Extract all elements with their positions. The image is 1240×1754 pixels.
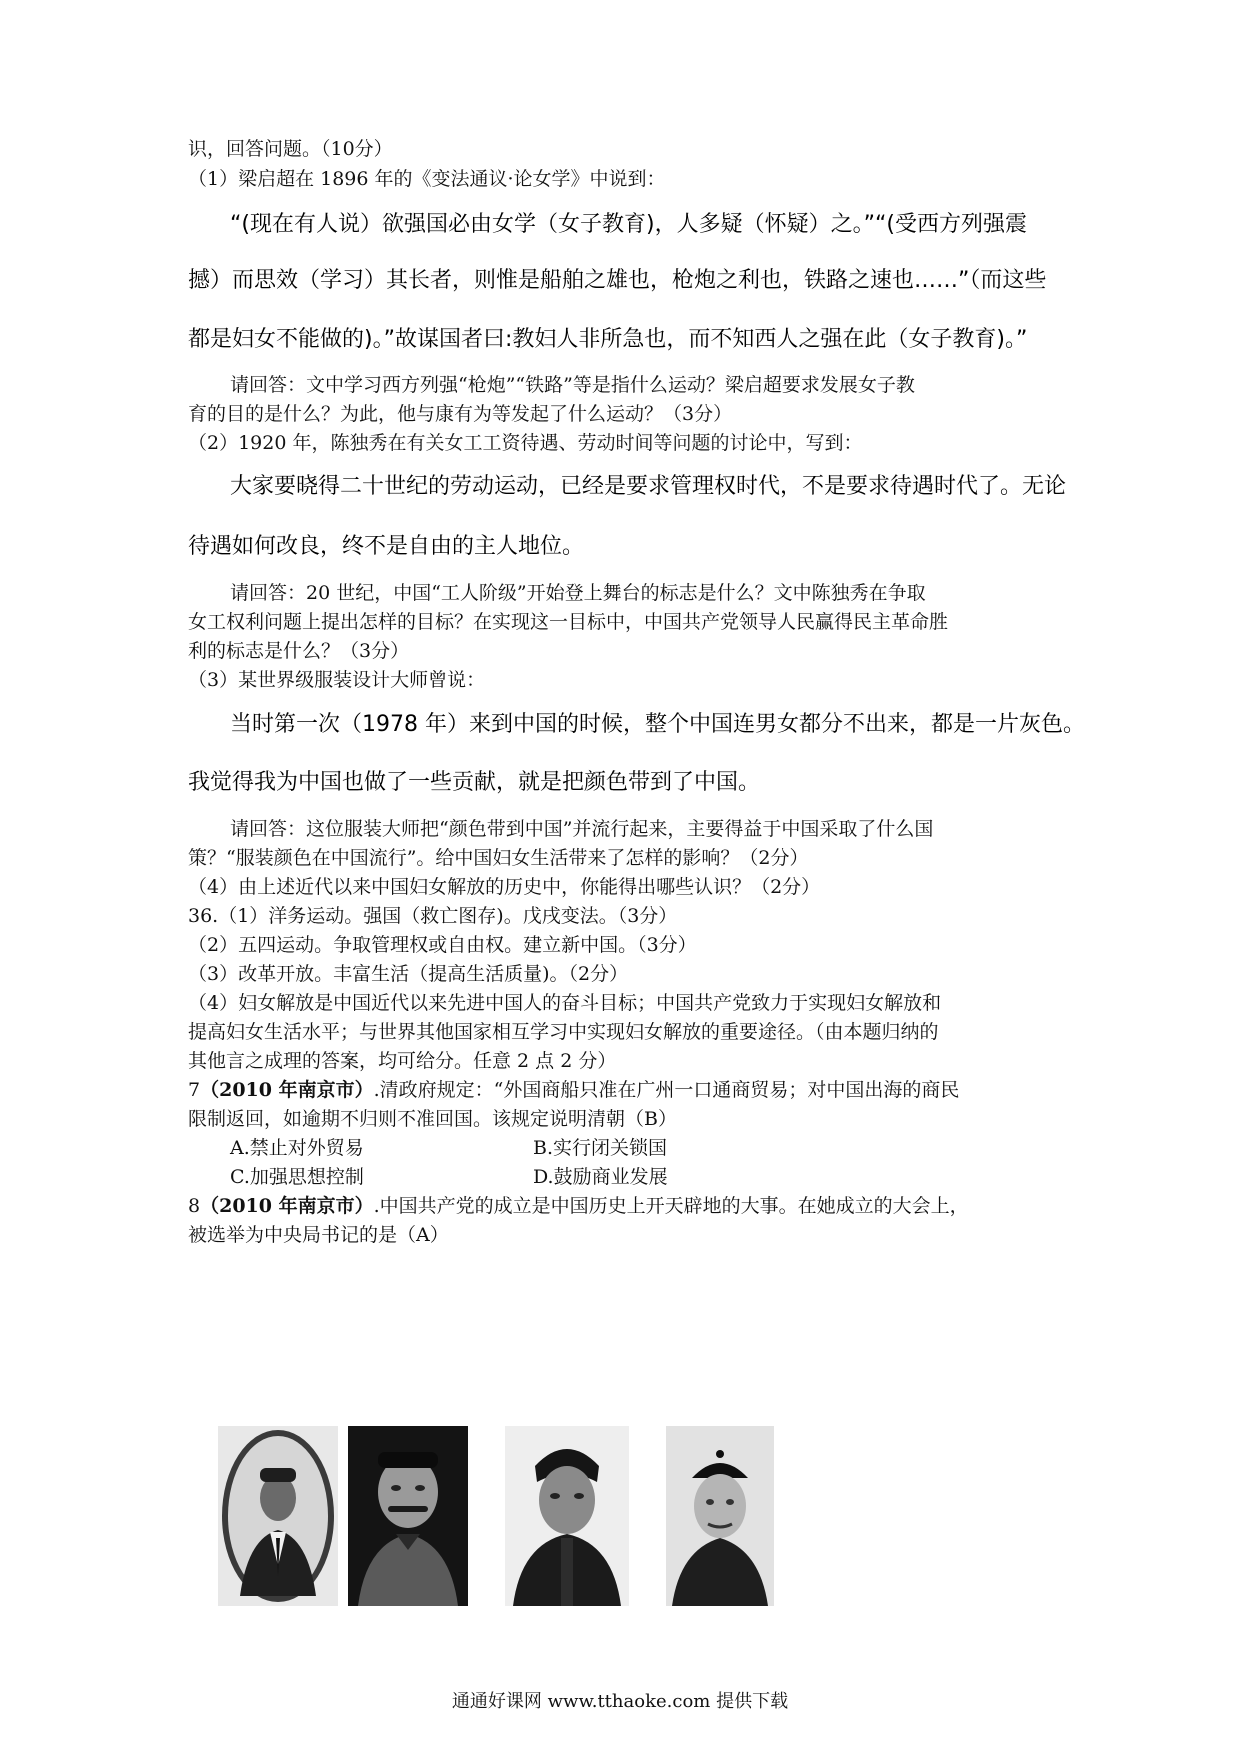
portrait-option-d: [666, 1426, 774, 1606]
portrait-tunic-icon: [505, 1426, 629, 1606]
subq3-heading: （3）某世界级服装设计大师曾说：: [188, 669, 486, 691]
portrait-option-c: [505, 1426, 629, 1606]
quote2-line2: 待遇如何改良，终不是自由的主人地位。: [188, 534, 585, 559]
subq1-prompt-line1: 请回答：文中学习西方列强“枪炮”“铁路”等是指什么运动？梁启超要求发展女子教: [230, 374, 915, 396]
q7-source: （2010 年南京市）: [200, 1079, 374, 1101]
q8-line1: [188, 1193, 969, 1219]
answer-line6: 其他言之成理的答案，均可给分。任意 2 点 2 分）: [188, 1050, 617, 1072]
q8-line2: 被选举为中央局书记的是（A）: [188, 1224, 449, 1246]
q8-text: .中国共产党的成立是中国历史上开天辟地的大事。在她成立的大会上，: [373, 1195, 969, 1217]
subq2-prompt-line2: 女工权利问题上提出怎样的目标？在实现这一目标中，中国共产党领导人民赢得民主革命胜: [188, 611, 949, 633]
quote3-line2: 我觉得我为中国也做了一些贡献，就是把颜色带到了中国。: [188, 770, 761, 795]
q7-number: 7: [188, 1079, 201, 1101]
portrait-skullcap-icon: [666, 1426, 774, 1606]
subq1-prompt-line2: 育的目的是什么？为此，他与康有为等发起了什么运动？（3分）: [188, 403, 733, 425]
subq3-prompt-line2: 策？“服装颜色在中国流行”。给中国妇女生活带来了怎样的影响？（2分）: [188, 847, 809, 869]
answer-line3: （3）改革开放。丰富生活（提高生活质量)。（2分）: [188, 963, 629, 985]
subq4-heading: （4）由上述近代以来中国妇女解放的历史中，你能得出哪些认识？（2分）: [188, 876, 821, 898]
quote1-line3: 都是妇女不能做的)。”故谋国者曰:教妇人非所急也，而不知西人之强在此（女子教育)。”: [188, 327, 1028, 352]
subq2-prompt-line1: 请回答：20 世纪，中国“工人阶级”开始登上舞台的标志是什么？文中陈独秀在争取: [230, 582, 926, 604]
answer-line4: （4）妇女解放是中国近代以来先进中国人的奋斗目标；中国共产党致力于实现妇女解放和: [188, 992, 942, 1014]
footer-credit: 通通好课网 www.tthaoke.com 提供下载: [451, 1691, 789, 1712]
quote2-line1: 大家要晓得二十世纪的劳动运动，已经是要求管理权时代，不是要求待遇时代了。无论: [230, 474, 1067, 499]
q7-text: .清政府规定：“外国商船只准在广州一口通商贸易；对中国出海的商民: [373, 1079, 960, 1101]
subq1-heading: （1）梁启超在 1896 年的《变法通议·论女学》中说到：: [188, 168, 666, 190]
answer-line5: 提高妇女生活水平；与世界其他国家相互学习中实现妇女解放的重要途径。（由本题归纳的: [188, 1021, 939, 1043]
q7-option-c: C.加强思想控制: [230, 1166, 364, 1188]
q8-number: 8: [188, 1195, 201, 1217]
subq2-heading: （2）1920 年，陈独秀在有关女工工资待遇、劳动时间等问题的讨论中，写到：: [188, 432, 863, 454]
subq2-prompt-line3: 利的标志是什么？（3分）: [188, 640, 410, 662]
q7-option-d: D.鼓励商业发展: [533, 1166, 668, 1188]
q7-option-b: B.实行闭关锁国: [533, 1137, 668, 1159]
quote1-line2: 撼）而思效（学习）其长者，则惟是船舶之雄也，枪炮之利也，铁路之速也……”（而这些: [188, 268, 1047, 293]
q7-line1: [188, 1077, 959, 1103]
quote1-line1: “(现在有人说）欲强国必由女学（女子教育)，人多疑（怀疑）之。”“(受西方列强震: [230, 212, 1027, 237]
portrait-option-b: [348, 1426, 468, 1606]
intro-line: 识，回答问题。（10分）: [188, 138, 393, 160]
subq3-prompt-line1: 请回答：这位服装大师把“颜色带到中国”并流行起来，主要得益于中国采取了什么国: [230, 818, 934, 840]
answer-line1: 36.（1）洋务运动。强国（救亡图存)。戊戌变法。（3分）: [188, 905, 678, 927]
portrait-option-a: [218, 1426, 338, 1606]
portrait-mustache-icon: [348, 1426, 468, 1606]
answer-line2: （2）五四运动。争取管理权或自由权。建立新中国。（3分）: [188, 934, 697, 956]
q7-option-a: A.禁止对外贸易: [230, 1137, 364, 1159]
portrait-oval-suit-icon: [218, 1426, 338, 1606]
q8-source: （2010 年南京市）: [200, 1195, 374, 1217]
q7-line2: 限制返回，如逾期不归则不准回国。该规定说明清朝（B）: [188, 1108, 677, 1130]
portrait-row: [218, 1426, 874, 1606]
quote3-line1: 当时第一次（1978 年）来到中国的时候，整个中国连男女都分不出来，都是一片灰色。: [230, 712, 1085, 737]
